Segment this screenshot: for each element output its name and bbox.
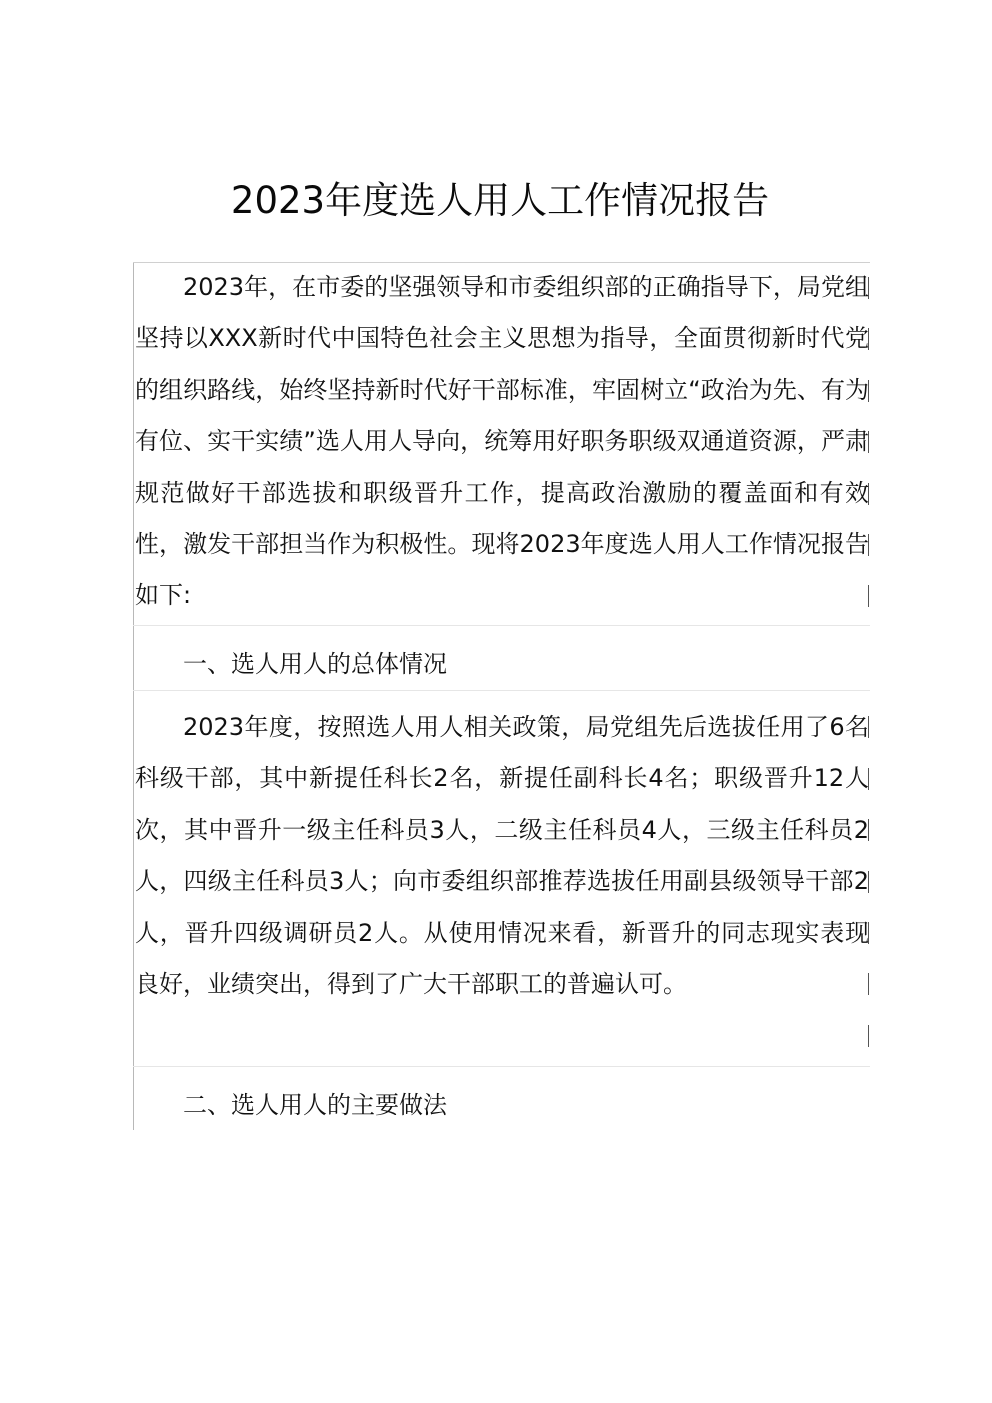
- section-overall-paragraph: 2023年度，按照选人用人相关政策，局党组先后选拔任用了6名科级干部，其中新提任科长2名，新提任副科长4名；职级晋升12人次，其中晋升一级主任科员3人，二级主任科员4人，三级主任科员2人，四级主任科员3人；向市委组织部推荐选拔任用副县级领导干部2人，晋升四级调研员2人。从使用情况来看，新晋升的同志现实表现良好，业绩突出，得到了广大干部职工的普遍认可。: [135, 713, 869, 999]
- paragraph-separator: [133, 625, 870, 626]
- frame-left-border: [133, 262, 134, 1130]
- paragraph-separator: [133, 690, 870, 691]
- document-body: [133, 262, 869, 1130]
- line-end-marker: [868, 1025, 869, 1047]
- document-title: 2023年度选人用人工作情况报告: [230, 179, 770, 222]
- section-heading-overall: 一、选人用人的总体情况: [183, 650, 447, 678]
- section-heading-practices: 二、选人用人的主要做法: [183, 1091, 447, 1119]
- paragraph-separator: [133, 1066, 870, 1067]
- intro-paragraph: 2023年，在市委的坚强领导和市委组织部的正确指导下，局党组坚持以XXX新时代中国特色社会主义思想为指导，全面贯彻新时代党的组织路线，始终坚持新时代好干部标准，牢固树立“政治为先、有为有位、实干实绩”选人用人导向，统筹用好职务职级双通道资源，严肃规范做好干部选拔和职级晋升工作，提高政治激励的覆盖面和有效性，激发干部担当作为积极性。现将2023年度选人用人工作情况报告如下:: [135, 273, 869, 610]
